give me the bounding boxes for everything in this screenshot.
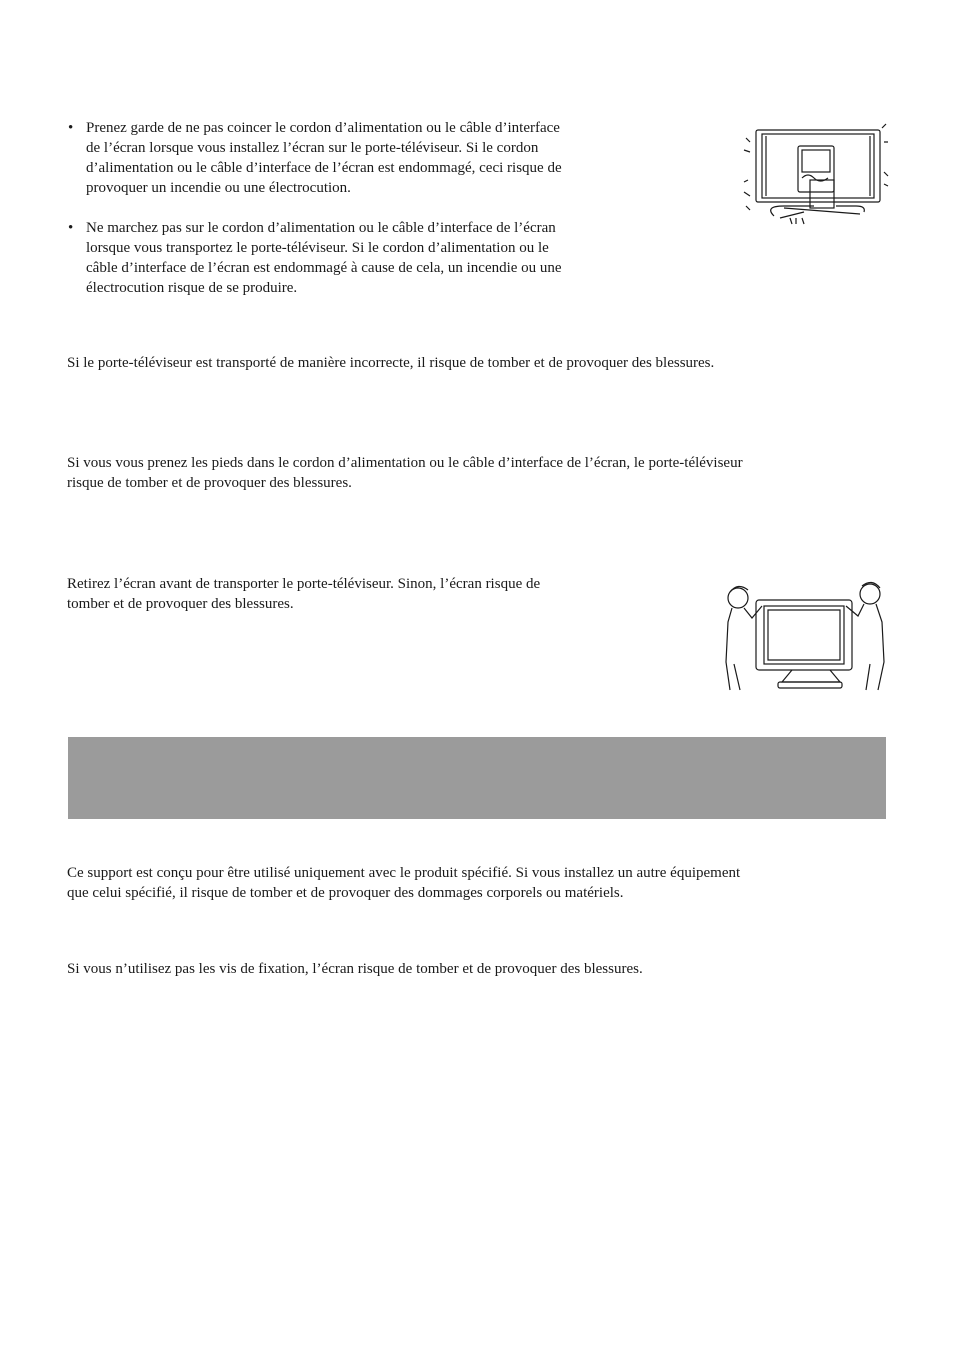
bullet-line: électrocution risque de se produire. xyxy=(86,280,298,296)
tv-cable-illustration xyxy=(740,122,890,228)
section-band xyxy=(68,737,886,819)
bullet-line: de l’écran lorsque vous installez l’écran sur le porte-téléviseur. Si le cordon xyxy=(86,140,539,156)
bullet-marker: • xyxy=(68,220,74,236)
cable-warning-list xyxy=(67,118,657,318)
text-line: tomber et de provoquer des blessures. xyxy=(67,596,294,612)
list-item xyxy=(67,218,657,298)
remove-screen-warning xyxy=(67,574,540,614)
text-line: Ce support est conçu pour être utilisé uniquement avec le produit spécifié. Si vous installez un autre équipement xyxy=(67,865,741,881)
text-line: risque de tomber et de provoquer des blessures. xyxy=(67,475,352,491)
list-item xyxy=(67,118,657,198)
carrying-screen-illustration xyxy=(722,578,890,692)
transport-warning: Si le porte-téléviseur est transporté de manière incorrecte, il risque de tomber et de provoquer des blessures. xyxy=(67,355,715,371)
bullet-marker: • xyxy=(68,120,74,136)
text-line: Si vous vous prenez les pieds dans le cordon d’alimentation ou le câble d’interface de l’écran, le porte-téléviseur xyxy=(67,455,743,471)
bullet-line: lorsque vous transportez le porte-téléviseur. Si le cordon d’alimentation ou le xyxy=(86,240,549,256)
specified-product-warning xyxy=(67,863,740,903)
text-line: que celui spécifié, il risque de tomber et de provoquer des dommages corporels ou matériels. xyxy=(67,885,624,901)
tripping-warning xyxy=(67,453,743,493)
bullet-line: d’alimentation ou le câble d’interface de l’écran est endommagé, ceci risque de xyxy=(86,160,562,176)
bullet-line: Ne marchez pas sur le cordon d’alimentation ou le câble d’interface de l’écran xyxy=(86,220,556,236)
bullet-line: câble d’interface de l’écran est endommagé à cause de cela, un incendie ou une xyxy=(86,260,562,276)
bullet-line: Prenez garde de ne pas coincer le cordon d’alimentation ou le câble d’interface xyxy=(86,120,560,136)
text-line: Retirez l’écran avant de transporter le porte-téléviseur. Sinon, l’écran risque de xyxy=(67,576,541,592)
fixing-screws-warning: Si vous n’utilisez pas les vis de fixation, l’écran risque de tomber et de provoquer des blessures. xyxy=(67,961,643,977)
bullet-line: provoquer un incendie ou une électrocution. xyxy=(86,180,351,196)
